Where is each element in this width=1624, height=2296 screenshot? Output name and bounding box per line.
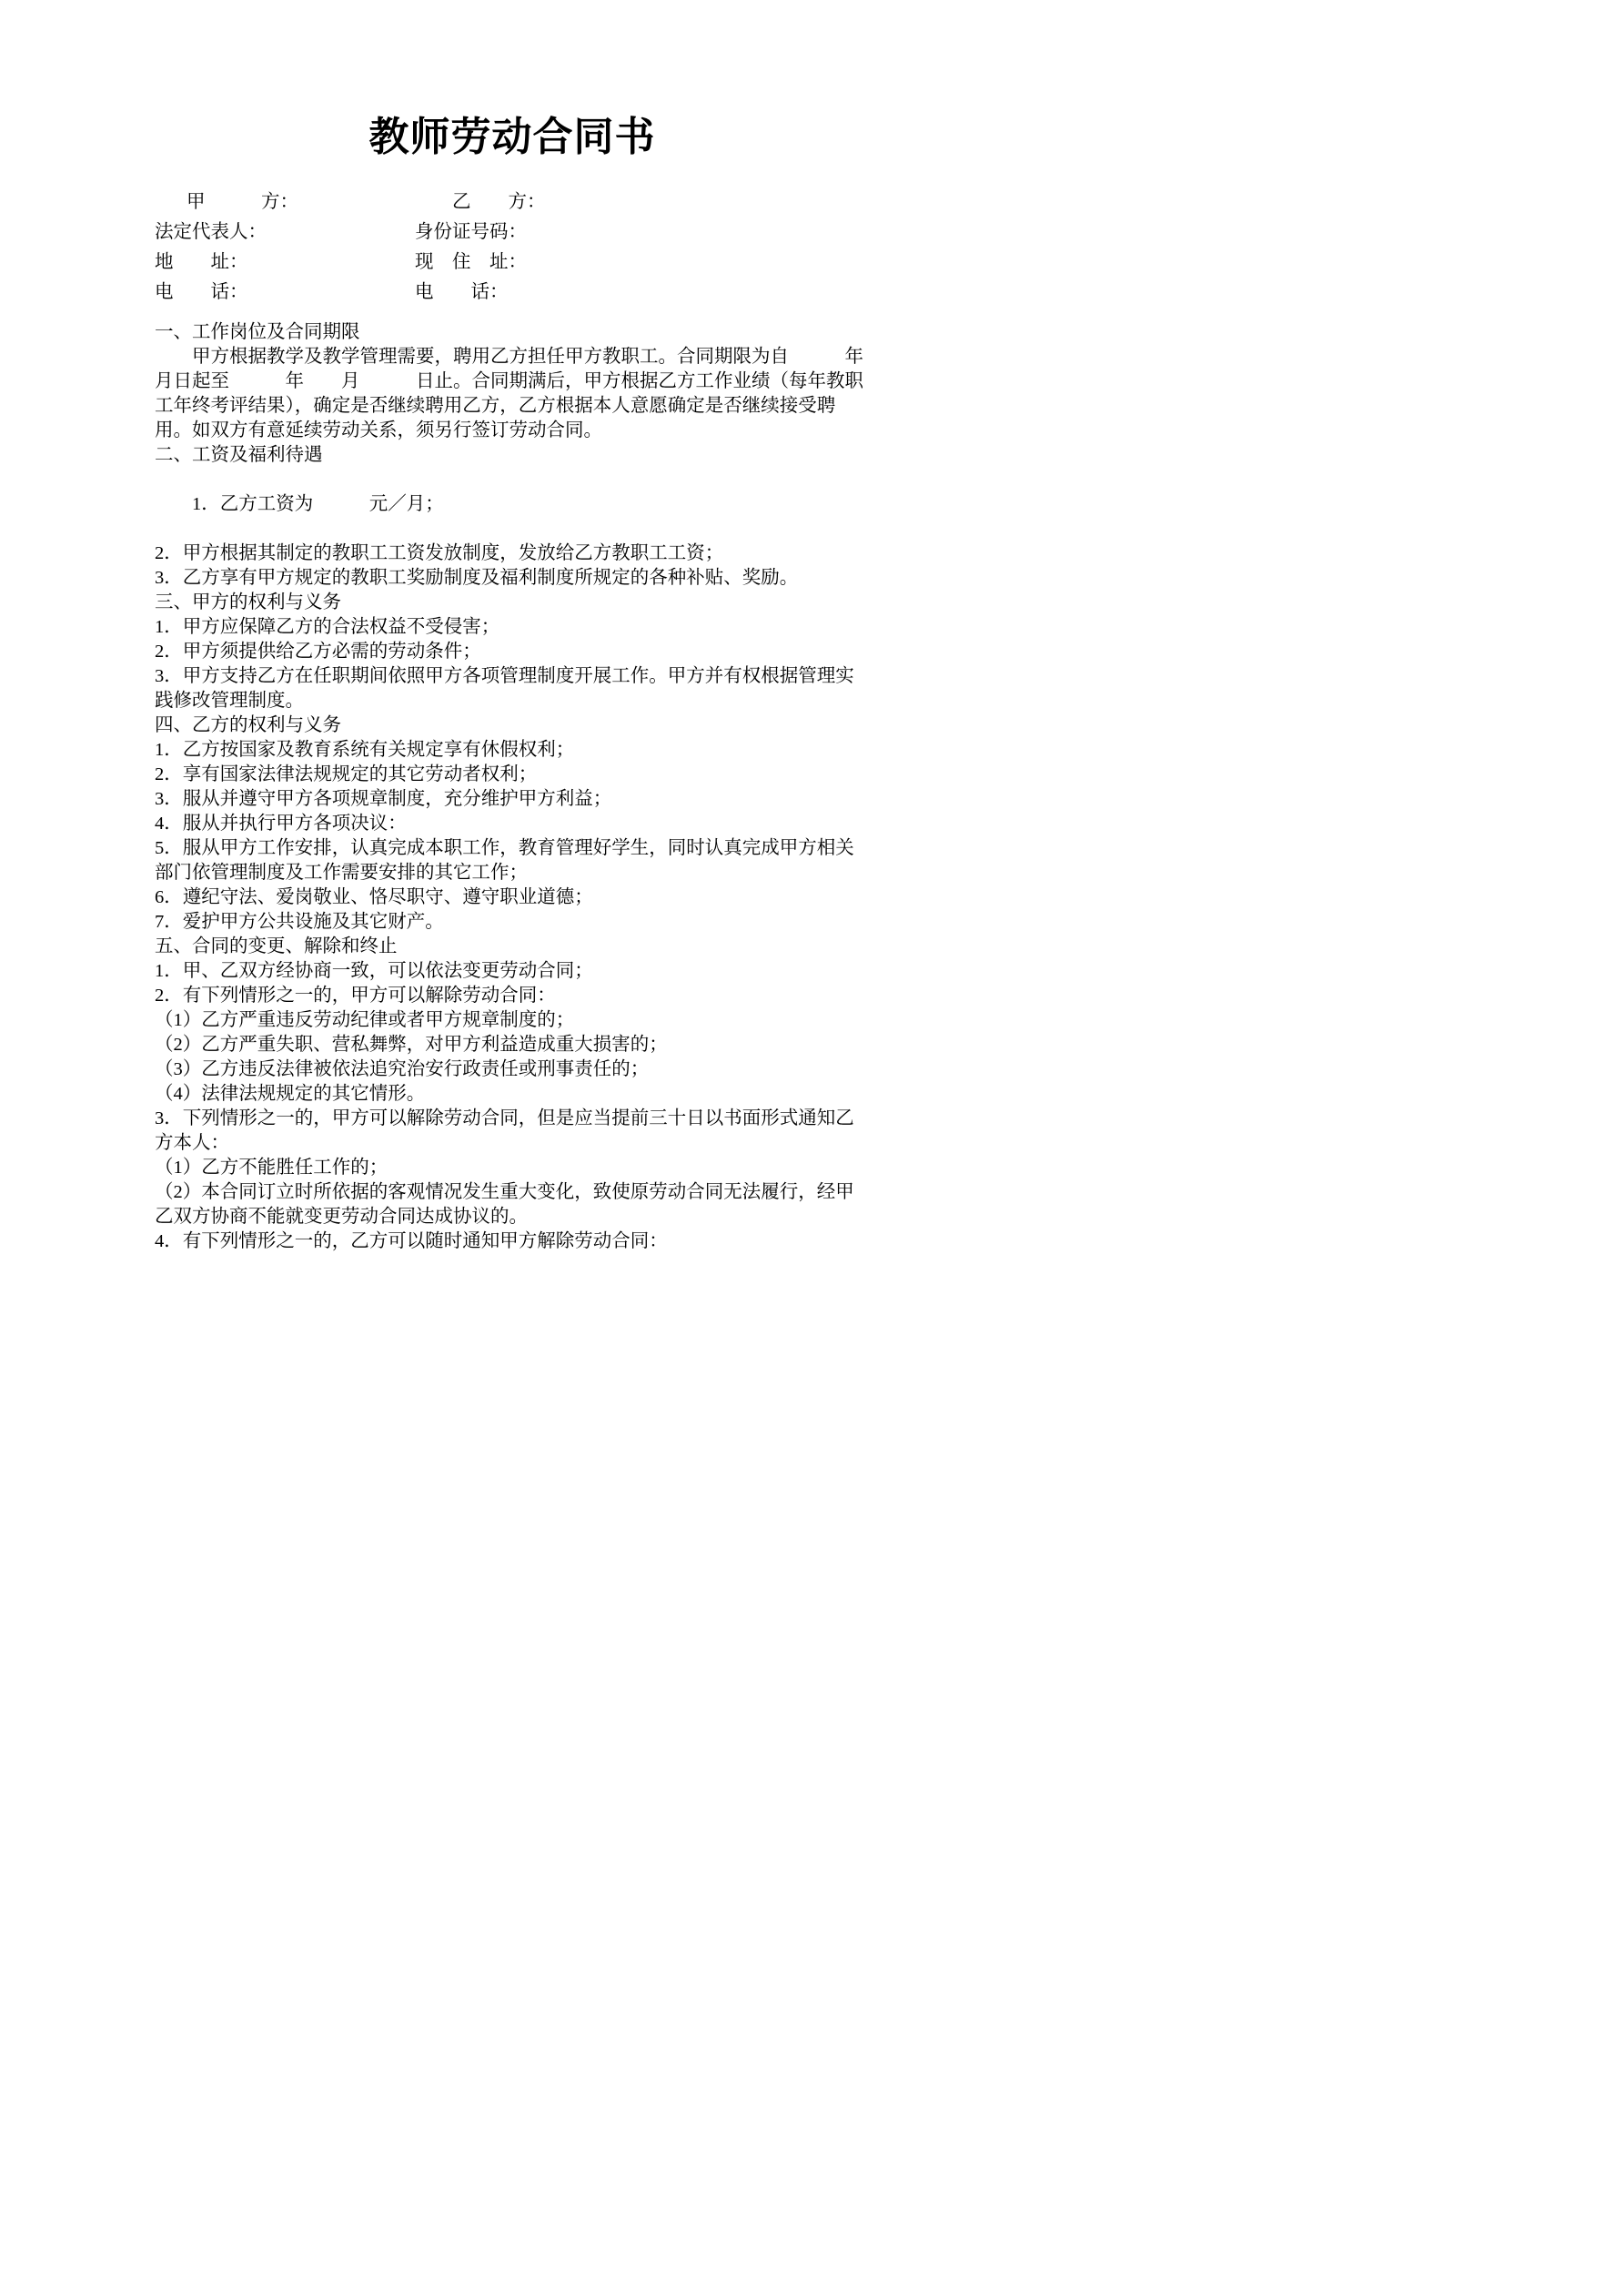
section-heading: 二、工资及福利待遇 [155,445,323,465]
clause: （1）乙方严重违反劳动纪律或者甲方规章制度的； [155,1010,575,1030]
clause: （1）乙方不能胜任工作的； [155,1158,388,1178]
clause: 2．甲方根据其制定的教职工工资发放制度，发放给乙方教职工工资； [155,543,724,563]
clause: 6．遵纪守法、爱岗敬业、恪尽职守、遵守职业道德； [155,887,593,907]
document-content [155,111,901,1254]
party-a-label: 甲 方： [187,192,298,212]
clause: （2）本合同订立时所依据的客观情况发生重大变化，致使原劳动合同无法履行，经甲乙双方协商不能就变更劳动合同达成协议的。 [155,1182,854,1227]
clause: 1．乙方按国家及教育系统有关规定享有休假权利； [155,740,575,760]
clause: 4．服从并执行甲方各项决议： [155,814,407,834]
clause-salary: 1．乙方工资为 元／月； [192,494,444,514]
clause: 1．甲、乙双方经协商一致，可以依法变更劳动合同； [155,961,593,981]
section-heading: 五、合同的变更、解除和终止 [155,936,398,956]
clause: （2）乙方严重失职、营私舞弊，对甲方利益造成重大损害的； [155,1035,668,1055]
clause: 5．服从甲方工作安排，认真完成本职工作，教育管理好学生，同时认真完成甲方相关部门依管理制度及工作需要安排的其它工作； [155,838,854,883]
clause: 1．甲方应保障乙方的合法权益不受侵害； [155,617,500,637]
clause: 3．乙方享有甲方规定的教职工奖励制度及福利制度所规定的各种补贴、奖励。 [155,568,799,588]
phone-a-label: 电 话： [155,282,248,302]
clause: 3．下列情形之一的，甲方可以解除劳动合同，但是应当提前三十日以书面形式通知乙方本人： [155,1108,854,1153]
header-row-party [155,187,870,217]
party-b-label: 乙 方： [415,192,546,212]
section-heading: 三、甲方的权利与义务 [155,592,341,612]
clause: 2．享有国家法律法规规定的其它劳动者权利； [155,764,538,784]
clause: 3．甲方支持乙方在任职期间依照甲方各项管理制度开展工作。甲方并有权根据管理实践修改管理制度。 [155,666,854,711]
phone-b-label: 电 话： [415,282,509,302]
clause: 2．甲方须提供给乙方必需的劳动条件； [155,642,481,662]
address-label: 地 址： [155,252,248,272]
contract-body [155,320,901,1254]
clause: （4）法律法规规定的其它情形。 [155,1084,426,1104]
header-row-phone [155,278,870,308]
section-heading: 四、乙方的权利与义务 [155,715,341,735]
id-number-label: 身份证号码： [415,222,527,242]
header-row-representative [155,217,870,248]
contract-parties-header [155,187,870,308]
clause: （3）乙方违反法律被依法追究治安行政责任或刑事责任的； [155,1059,650,1079]
legal-representative-label: 法定代表人： [155,222,267,242]
current-address-label: 现 住 址： [415,252,527,272]
clause: 3．服从并遵守甲方各项规章制度，充分维护甲方利益； [155,789,612,809]
section-heading: 一、工作岗位及合同期限 [155,322,360,342]
document-title: 教师劳动合同书 [368,115,656,159]
clause: 2．有下列情形之一的，甲方可以解除劳动合同： [155,986,556,1006]
header-row-address [155,248,870,278]
clause: 4．有下列情形之一的，乙方可以随时通知甲方解除劳动合同： [155,1231,668,1251]
clause: 甲方根据教学及教学管理需要，聘用乙方担任甲方教职工。合同期限为自 年 月日起至 年 月 日止。合同期满后，甲方根据乙方工作业绩（每年教职工年终考评结果），确定是否继续聘用乙方，乙方根据本人意愿确定是否继续接受聘用。如双方有意延续劳动关系，须另行签订劳动合同。 [155,347,901,440]
clause: 7．爱护甲方公共设施及其它财产。 [155,912,444,932]
